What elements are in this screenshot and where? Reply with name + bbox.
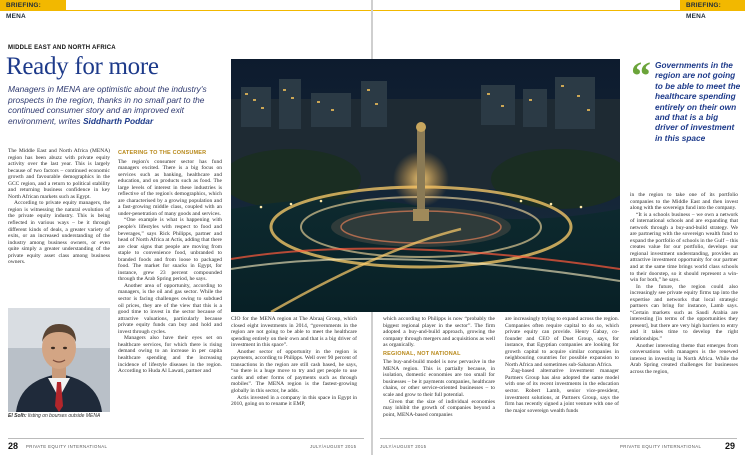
cairo-night-photo xyxy=(231,59,620,312)
text-column-6 xyxy=(630,192,738,424)
article-title: Ready for more xyxy=(6,53,159,80)
paragraph: According to private equity managers, the region is witnessing the natural evolution of the private equity industry. This is being reflected in various ways – be it through different kinds of deals, a greater variety of exits, or an increased understanding of the industry among business owners, or even quite simply a greater understanding of the private equity asset class among business owners. xyxy=(8,200,110,266)
footer-date-right: JULY/AUGUST 2015 xyxy=(380,444,427,449)
paragraph: In the future, the region could also increasingly see private equity firms tap into the expertise and networks that local strategic partners can bring for instance, Lamb says. “Certain markets such as Saudi Arabia are interesting [in terms of the opportunities they present], but there are very high barriers to entry and it takes time to develop the right relationships.” xyxy=(630,283,738,343)
portrait-photo xyxy=(8,308,110,412)
paragraph: The buy-and-build model is now pervasive in the MENA region. This is partially because, in isolation, domestic economies are too small for businesses – be it payments companies, healthcare chains, or other service-oriented businesses – to scale and grow to their full potential. xyxy=(383,359,495,399)
standfirst xyxy=(8,84,222,127)
briefing-tab-right: BRIEFING: MENA xyxy=(680,0,745,11)
footer-rule-right xyxy=(380,438,737,439)
paragraph: Another sector of opportunity in the region is payments, according to Philipps. Well over 90 percent of transactions in the region are still cash based, he says, “so there is a huge move to try and get people to use cards and other forms of payments such as through mobiles”. The MENA region is the fastest-growing globally in this sector, he adds. xyxy=(231,348,357,395)
paragraph: Another area of opportunity, according to managers, is the oil and gas sector. While the sector is facing challenges owing to subdued oil prices, they are of the view that this is a good time to invest in the sector because of attractive valuations, particularly because private equity funds can buy and hold and invest through cycles. xyxy=(118,282,222,335)
briefing-tab-left: BRIEFING: MENA xyxy=(0,0,66,11)
paragraph: Given that the size of individual economies may inhibit the growth of companies beyond a point, MENA-based companies xyxy=(383,398,495,418)
footer-publication-left: PRIVATE EQUITY INTERNATIONAL xyxy=(26,444,108,449)
caption-name: El Solh: xyxy=(8,413,27,419)
quote-mark-icon: “ xyxy=(631,53,651,98)
text-column-5 xyxy=(505,316,619,424)
portrait-caption xyxy=(8,413,112,419)
paragraph: The region's consumer sector has fund managers excited. There is a big focus on services such as banking, healthcare and education, and on products such as food. The large levels of interest in these industries is reflective of the region's demographics, which are characterised by a growing population and a fast-growing middle class, coupled with an under-penetration of many goods and services. xyxy=(118,158,222,217)
text-column-4 xyxy=(383,316,495,424)
text-column-1 xyxy=(8,148,110,270)
paragraph: CIO for the MENA region at The Abraaj Group, which closed eight investments in 2014, “governments in the region are not going to be able to meet the healthcare spending entirely on their own and that is a big driver of investment in this space”. xyxy=(231,316,357,349)
briefing-rule-right xyxy=(373,10,680,11)
paragraph: Actis invested in a company in this space in Egypt in 2010, going on to rename it EMP, xyxy=(231,394,357,408)
author-byline: Siddharth Poddar xyxy=(82,116,154,127)
footer-publication-right: PRIVATE EQUITY INTERNATIONAL xyxy=(620,444,702,449)
subheading-regional: REGIONAL, NOT NATIONAL xyxy=(383,350,461,357)
standfirst-text: Managers in MENA are optimistic about the industry's prospects in the region, thanks in no small part to the continued consumer story and an improved exit environment, writes xyxy=(8,84,207,127)
paragraph: “One example is what is happening with people's lifestyles with respect to food and beverages,” says Rick Philipps, partner and head of North Africa at Actis, adding that there are clear signs that people are moving from staple to convenience food, unbranded to branded foods and from loose to packaged food. The market for snacks in Egypt, for instance, grew 23 percent compounded through the Arab Spring period, he says. xyxy=(118,217,222,283)
paragraph: Managers also have their eyes set on healthcare services, for which there is rising demand owing to an increase in per capita healthcare spending and the increasing incidence of lifestyle diseases in the region. According to Huda Al Lawati, partner and xyxy=(118,335,222,375)
paragraph: are increasingly trying to expand across the region. Companies often require capital to do so, which private equity can provide. Henry Gabay, co-founder and CEO of Duet Group, says, for instance, that Egyptian companies are looking for growth capital to acquire similar companies in neighbouring countries for possible expansion to North Africa and sometimes sub-Saharan Africa. xyxy=(505,316,619,368)
text-column-3 xyxy=(231,316,357,424)
caption-text: listing on bourses outside MENA xyxy=(28,413,101,419)
paragraph: Zug-based alternative investment manager Partners Group has also adopted the same model with one of its recent investments in the education sector. Robert Lamb, senior vice-president, investment solutions, at Partners Group, says the firm has recently signed a joint venture with one of the major sovereign wealth funds xyxy=(505,368,619,414)
paragraph: The Middle East and North Africa (MENA) region has been abuzz with private equity activity over the last year. This is largely because of two factors – continued economic growth and favourable demographics in the GCC region, and a return to political stability and returning business confidence in key North African markets such as Egypt. xyxy=(8,148,110,200)
page-number-right: 29 xyxy=(725,441,736,451)
subheading-consumer: CATERING TO THE CONSUMER xyxy=(118,150,207,156)
text-column-2 xyxy=(118,148,222,413)
pull-quote: Governments in the region are not going to be able to meet the healthcare spending entirely on their own and that is a big driver of investment in this space xyxy=(655,60,741,143)
footer-rule-left xyxy=(8,438,364,439)
briefing-rule-left xyxy=(66,10,371,11)
section-kicker: MIDDLE EAST AND NORTH AFRICA xyxy=(8,45,116,51)
page-number-left: 28 xyxy=(8,441,19,451)
paragraph: which according to Philipps is now “probably the biggest regional player in the sector”. The firm adopted a buy-and-build approach, growing the company through mergers and acquisitions as well as organically. xyxy=(383,316,495,349)
footer-date-left: JULY/AUGUST 2015 xyxy=(310,444,357,449)
paragraph: Another interesting theme that emerges from conversations with managers is the renewed interest in investing in North Africa. While the Arab Spring created challenges for businesses across the region, xyxy=(630,342,738,375)
paragraph: in the region to take one of its portfolio companies to the Middle East and then invest along with the sovereign fund into the company. xyxy=(630,192,738,212)
paragraph: “It is a schools business – we own a network of international schools and are expanding that network through a buy-and-build strategy. We are partnering with the sovereign wealth fund to expand the portfolio of schools in the Gulf – this creates value for our portfolio, develops our regional investment understanding, provides an attractive investment opportunity for our partner and at the same time brings world class schools to their doorstep, so it should represent a win-win for both,” he says. xyxy=(630,211,738,284)
